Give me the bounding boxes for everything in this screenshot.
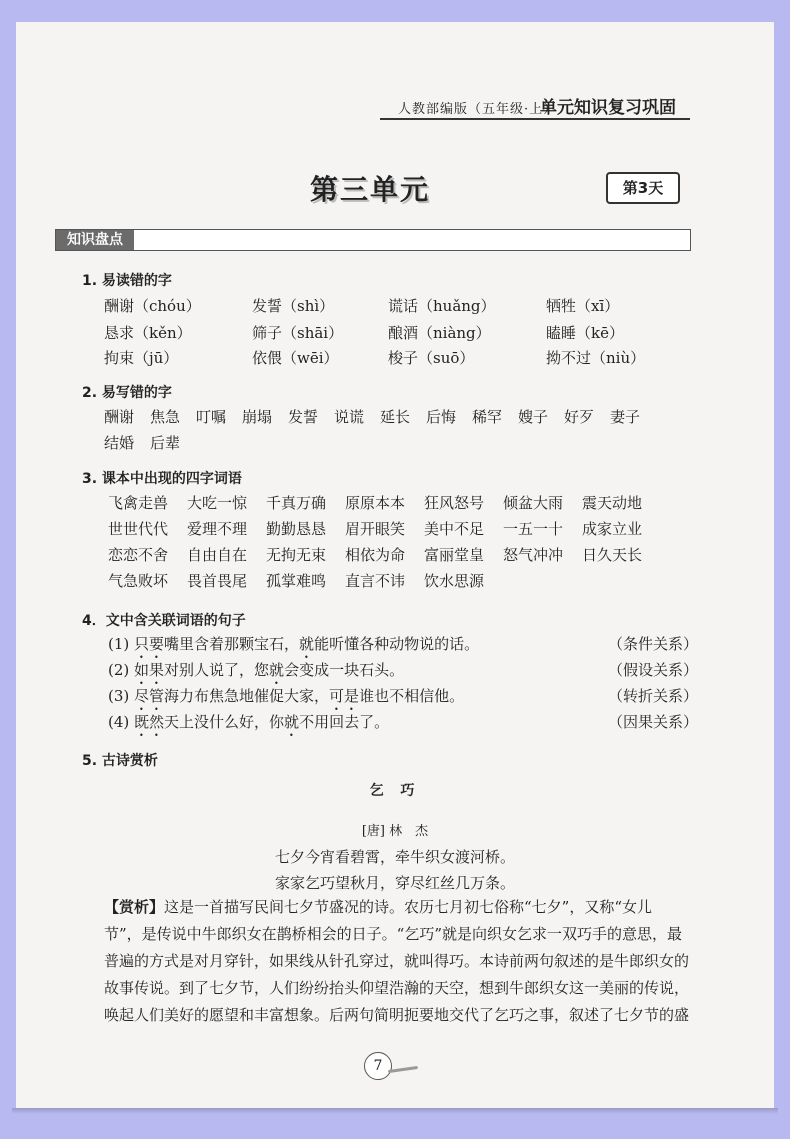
idiom-item: 原原本本 bbox=[345, 494, 406, 512]
idiom-item: 成家立业 bbox=[582, 520, 643, 538]
sentence-part: 不用回去了。 bbox=[299, 713, 390, 731]
reading-item: 瞌睡（kē） bbox=[546, 324, 624, 342]
day-badge: 第3天 bbox=[606, 172, 680, 204]
sentence-part: (3) bbox=[108, 687, 135, 705]
idiom-item: 大吃一惊 bbox=[187, 494, 248, 512]
idiom-item: 恋恋不舍 bbox=[108, 546, 169, 564]
heading-5: 5. 古诗赏析 bbox=[82, 753, 158, 769]
connective-word: 只要 bbox=[134, 635, 165, 653]
relation-type: （因果关系） bbox=[608, 713, 699, 731]
idiom-item: 日久天长 bbox=[582, 546, 643, 564]
connective-word: 尽管 bbox=[134, 687, 165, 705]
connective-word: 如果 bbox=[134, 661, 165, 679]
poem-line-2: 家家乞巧望秋月，穿尽红丝几万条。 bbox=[274, 874, 515, 892]
connective-word: 既然 bbox=[134, 713, 165, 731]
sentence-part: 海力布焦急地催促大家， bbox=[164, 687, 330, 705]
idiom-item: 怒气冲冲 bbox=[503, 546, 564, 564]
header-title: 单元知识复习巩固 bbox=[540, 98, 676, 118]
section-bar bbox=[55, 229, 691, 251]
reading-item: 发誓（shì） bbox=[252, 297, 335, 315]
reading-item: 牺牲（xī） bbox=[546, 297, 620, 315]
writing-item: 崩塌 bbox=[242, 408, 273, 426]
idiom-item: 美中不足 bbox=[424, 520, 485, 538]
idiom-item: 眉开眼笑 bbox=[345, 520, 406, 538]
analysis-line-4: 故事传说。到了七夕节，人们纷纷抬头仰望浩瀚的天空，想到牛郎织女这一美丽的传说， bbox=[104, 979, 690, 997]
sentence-part: (2) bbox=[108, 661, 135, 679]
idiom-item: 富丽堂皇 bbox=[424, 546, 485, 564]
idiom-item: 孤掌难鸣 bbox=[266, 572, 327, 590]
writing-item: 好歹 bbox=[564, 408, 595, 426]
relation-type: （条件关系） bbox=[608, 635, 699, 653]
reading-item: 梭子（suō） bbox=[388, 349, 475, 367]
heading-4: 4．文中含关联词语的句子 bbox=[82, 613, 246, 629]
writing-item: 稀罕 bbox=[472, 408, 503, 426]
reading-item: 酿酒（niàng） bbox=[388, 324, 491, 342]
idiom-item: 世世代代 bbox=[108, 520, 169, 538]
poem-title: 乞 巧 bbox=[369, 783, 421, 799]
unit-title: 第三单元 bbox=[310, 168, 430, 208]
writing-item: 后辈 bbox=[150, 434, 181, 452]
writing-item: 焦急 bbox=[150, 408, 181, 426]
writing-item: 说谎 bbox=[334, 408, 365, 426]
sentence-part: (1) bbox=[108, 635, 135, 653]
sentence-text bbox=[108, 633, 479, 662]
writing-item: 叮嘱 bbox=[196, 408, 227, 426]
sentence-text bbox=[108, 659, 404, 688]
poem-line-1: 七夕今宵看碧霄，牵牛织女渡河桥。 bbox=[274, 848, 515, 866]
idiom-item: 倾盆大雨 bbox=[503, 494, 564, 512]
page-number: 7 bbox=[364, 1052, 392, 1080]
reading-item: 依偎（wēi） bbox=[252, 349, 339, 367]
analysis-line-1: 【赏析】这是一首描写民间七夕节盛况的诗。农历七月初七俗称“七夕”，又称“女儿 bbox=[104, 898, 653, 916]
reading-item: 谎话（huǎng） bbox=[388, 297, 496, 315]
idiom-item: 飞禽走兽 bbox=[108, 494, 169, 512]
heading-2: 2. 易写错的字 bbox=[82, 385, 172, 401]
idiom-item: 震天动地 bbox=[582, 494, 643, 512]
relation-type: （假设关系） bbox=[608, 661, 699, 679]
idiom-item: 千真万确 bbox=[266, 494, 327, 512]
sentence-part: 嘴里含着那颗宝石， bbox=[164, 635, 300, 653]
writing-item: 发誓 bbox=[288, 408, 319, 426]
idiom-item: 相依为命 bbox=[345, 546, 406, 564]
idiom-item: 饮水思源 bbox=[424, 572, 485, 590]
reading-item: 恳求（kěn） bbox=[104, 324, 192, 342]
sentence-part: 谁也不相信他。 bbox=[359, 687, 465, 705]
page-edge bbox=[12, 1108, 778, 1114]
idiom-item: 无拘无束 bbox=[266, 546, 327, 564]
section-label: 知识盘点 bbox=[56, 230, 134, 250]
idiom-item: 勤勤恳恳 bbox=[266, 520, 327, 538]
reading-item: 拘束（jū） bbox=[104, 349, 179, 367]
connective-word: 就 bbox=[269, 661, 285, 679]
reading-item: 酬谢（chóu） bbox=[104, 297, 201, 315]
idiom-item: 狂风怒号 bbox=[424, 494, 485, 512]
idiom-item: 一五一十 bbox=[503, 520, 564, 538]
header-edition: 人教部编版（五年级·上） bbox=[398, 102, 558, 117]
idiom-item: 自由自在 bbox=[187, 546, 248, 564]
reading-item: 筛子（shāi） bbox=[252, 324, 344, 342]
analysis-line-3: 普遍的方式是对月穿针，如果线从针孔穿过，就叫得巧。本诗前两句叙述的是牛郎织女的 bbox=[104, 952, 690, 970]
writing-item: 嫂子 bbox=[518, 408, 549, 426]
sentence-part: (4) bbox=[108, 713, 135, 731]
idiom-item: 爱理不理 bbox=[187, 520, 248, 538]
writing-item: 延长 bbox=[380, 408, 411, 426]
sentence-part: 天上没什么好，你 bbox=[164, 713, 285, 731]
idiom-item: 气急败坏 bbox=[108, 572, 169, 590]
writing-item: 酬谢 bbox=[104, 408, 135, 426]
sentence-part: 会变成一块石头。 bbox=[284, 661, 405, 679]
reading-item: 拗不过（niù） bbox=[546, 349, 646, 367]
sentence-text bbox=[108, 685, 464, 714]
connective-word: 就 bbox=[284, 713, 300, 731]
sentence-text bbox=[108, 711, 389, 740]
sentence-part: 对别人说了，您 bbox=[164, 661, 270, 679]
sentence-part: 能听懂各种动物说的话。 bbox=[314, 635, 480, 653]
connective-word: 就 bbox=[299, 635, 315, 653]
poem-author: [唐] 林 杰 bbox=[361, 824, 429, 839]
analysis-label: 【赏析】 bbox=[104, 898, 165, 916]
connective-word: 可是 bbox=[329, 687, 360, 705]
writing-item: 后悔 bbox=[426, 408, 457, 426]
analysis-line-2: 节”，是传说中牛郎织女在鹊桥相会的日子。“乞巧”就是向织女乞求一双巧手的意思，最 bbox=[104, 925, 683, 943]
running-header bbox=[380, 92, 690, 120]
analysis bbox=[104, 894, 694, 1029]
idiom-item: 直言不讳 bbox=[345, 572, 406, 590]
idiom-item: 畏首畏尾 bbox=[187, 572, 248, 590]
analysis-line-5: 唤起人们美好的愿望和丰富想象。后两句简明扼要地交代了乞巧之事，叙述了七夕节的盛 bbox=[104, 1006, 690, 1024]
relation-type: （转折关系） bbox=[608, 687, 699, 705]
heading-3: 3. 课本中出现的四字词语 bbox=[82, 471, 242, 487]
writing-item: 妻子 bbox=[610, 408, 641, 426]
writing-item: 结婚 bbox=[104, 434, 135, 452]
heading-1: 1. 易读错的字 bbox=[82, 273, 172, 289]
